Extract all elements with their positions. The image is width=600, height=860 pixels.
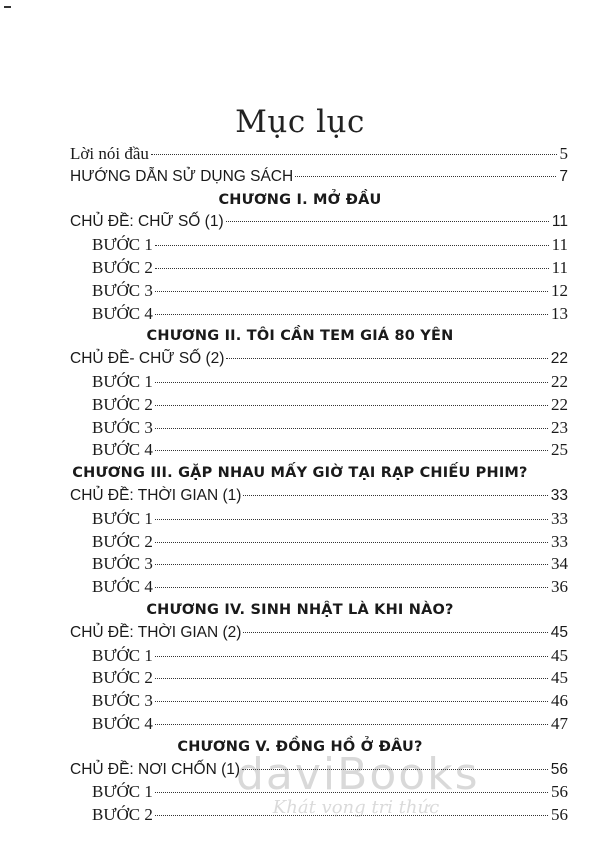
toc-entry-label: BƯỚC 1 [92,646,153,665]
toc-step-entry[interactable] [92,713,568,735]
toc-entry-label: HƯỚNG DẪN SỬ DỤNG SÁCH [70,168,294,185]
toc-page-number: 45 [551,646,568,665]
scan-mark [4,6,11,8]
toc-page-number: 33 [551,509,568,528]
toc-entry-label: BƯỚC 4 [92,304,153,323]
toc-page-number: 23 [551,418,568,437]
toc-page-number: 45 [551,668,568,687]
toc-page-number: 25 [551,440,568,459]
toc-step-entry[interactable] [92,531,568,553]
toc-entry-label: BƯỚC 4 [92,440,153,459]
toc-page-number: 33 [551,532,568,551]
toc-step-entry[interactable] [92,804,568,826]
toc-entry-label: CHỦ ĐỀ: THỜI GIAN (1) [70,487,242,504]
dot-leader [155,291,548,292]
dot-leader [155,701,548,702]
toc-entry-label: BƯỚC 2 [92,258,153,277]
toc-page-number: 56 [550,761,568,778]
toc-entry-label: BƯỚC 3 [92,281,153,300]
toc-page-number: 22 [551,395,568,414]
toc-page-number: 11 [551,235,568,254]
dot-leader [155,587,548,588]
page-title: Mục lục [235,104,365,140]
toc-entry[interactable] [70,759,568,781]
toc-page-number: 11 [551,258,568,277]
toc-page-number: 13 [551,304,568,323]
toc-step-entry[interactable] [92,645,568,667]
toc-entry-label: CHỦ ĐỀ- CHỮ SỐ (2) [70,350,225,367]
dot-leader [155,815,548,816]
toc-entry-label: BƯỚC 2 [92,805,153,824]
toc-entry-label: BƯỚC 2 [92,668,153,687]
dot-leader [155,678,548,679]
dot-leader [155,564,548,565]
toc-entry[interactable] [70,485,568,507]
toc-entry-label: BƯỚC 3 [92,691,153,710]
chapter-heading: CHƯƠNG I. MỞ ĐẦU [218,192,382,208]
toc-entry[interactable] [70,211,568,233]
dot-leader [226,221,549,222]
toc-page-number: 22 [551,372,568,391]
dot-leader [242,769,548,770]
toc-step-entry[interactable] [92,553,568,575]
toc-page-number: 47 [551,714,568,733]
toc-page-number: 22 [550,350,568,367]
toc-entry-label: BƯỚC 3 [92,554,153,573]
dot-leader [155,656,548,657]
dot-leader [155,268,549,269]
toc-step-entry[interactable] [92,439,568,461]
toc-entry-label: Lời nói đầu [70,144,149,163]
dot-leader [155,792,548,793]
toc-page-number: 46 [551,691,568,710]
toc-step-entry[interactable] [92,690,568,712]
toc-step-entry[interactable] [92,667,568,689]
toc-entry-label: BƯỚC 1 [92,509,153,528]
toc-entry-label: BƯỚC 3 [92,418,153,437]
toc-page-number: 12 [551,281,568,300]
toc-entry-label: BƯỚC 2 [92,532,153,551]
toc-page-number: 56 [551,805,568,824]
dot-leader [155,724,548,725]
toc-step-entry[interactable] [92,234,568,256]
toc-entry-label: CHỦ ĐỀ: THỜI GIAN (2) [70,624,242,641]
toc-entry-label: CHỦ ĐỀ: CHỮ SỐ (1) [70,213,224,230]
toc-step-entry[interactable] [92,781,568,803]
dot-leader [155,245,549,246]
toc-page-number: 33 [550,487,568,504]
toc-page-number: 11 [551,213,568,230]
toc-entry-label: BƯỚC 4 [92,577,153,596]
dot-leader [155,450,548,451]
dot-leader [155,542,548,543]
dot-leader [243,495,547,496]
toc-entry-label: BƯỚC 2 [92,395,153,414]
chapter-heading: CHƯƠNG IV. SINH NHẬT LÀ KHI NÀO? [146,602,454,618]
toc-step-entry[interactable] [92,303,568,325]
toc-entry-label: BƯỚC 1 [92,782,153,801]
toc-step-entry[interactable] [92,417,568,439]
toc-step-entry[interactable] [92,257,568,279]
chapter-heading: CHƯƠNG III. GẶP NHAU MẤY GIỜ TẠI RẠP CHIẾU PHIM? [72,465,528,481]
toc-entry-label: BƯỚC 4 [92,714,153,733]
toc-page-number: 56 [551,782,568,801]
toc-page-number: 5 [559,144,568,163]
toc-page-number: 45 [550,624,568,641]
chapter-heading: CHƯƠNG II. TÔI CẦN TEM GIÁ 80 YÊN [146,328,454,344]
toc-entry[interactable] [70,348,568,370]
toc-page-number: 36 [551,577,568,596]
toc-entry-label: CHỦ ĐỀ: NƠI CHỐN (1) [70,761,241,778]
toc-step-entry[interactable] [92,576,568,598]
toc-entry-label: BƯỚC 1 [92,235,153,254]
dot-leader [155,405,548,406]
dot-leader [155,314,548,315]
watermark-slogan: Khát vọng tri thức [272,797,440,818]
dot-leader [226,358,547,359]
watermark-brand: daviBooks [236,749,480,800]
dot-leader [295,176,556,177]
toc-entry[interactable] [70,143,568,165]
chapter-heading: CHƯƠNG V. ĐỒNG HỒ Ở ĐÂU? [177,739,423,755]
toc-step-entry[interactable] [92,280,568,302]
toc-entry[interactable] [70,166,568,188]
toc-page-number: 7 [559,168,568,185]
toc-entry[interactable] [70,622,568,644]
dot-leader [151,154,557,155]
toc-step-entry[interactable] [92,371,568,393]
dot-leader [155,519,548,520]
toc-step-entry[interactable] [92,394,568,416]
toc-page-number: 34 [551,554,568,573]
dot-leader [155,382,548,383]
dot-leader [155,428,548,429]
toc-step-entry[interactable] [92,508,568,530]
dot-leader [243,632,547,633]
toc-entry-label: BƯỚC 1 [92,372,153,391]
